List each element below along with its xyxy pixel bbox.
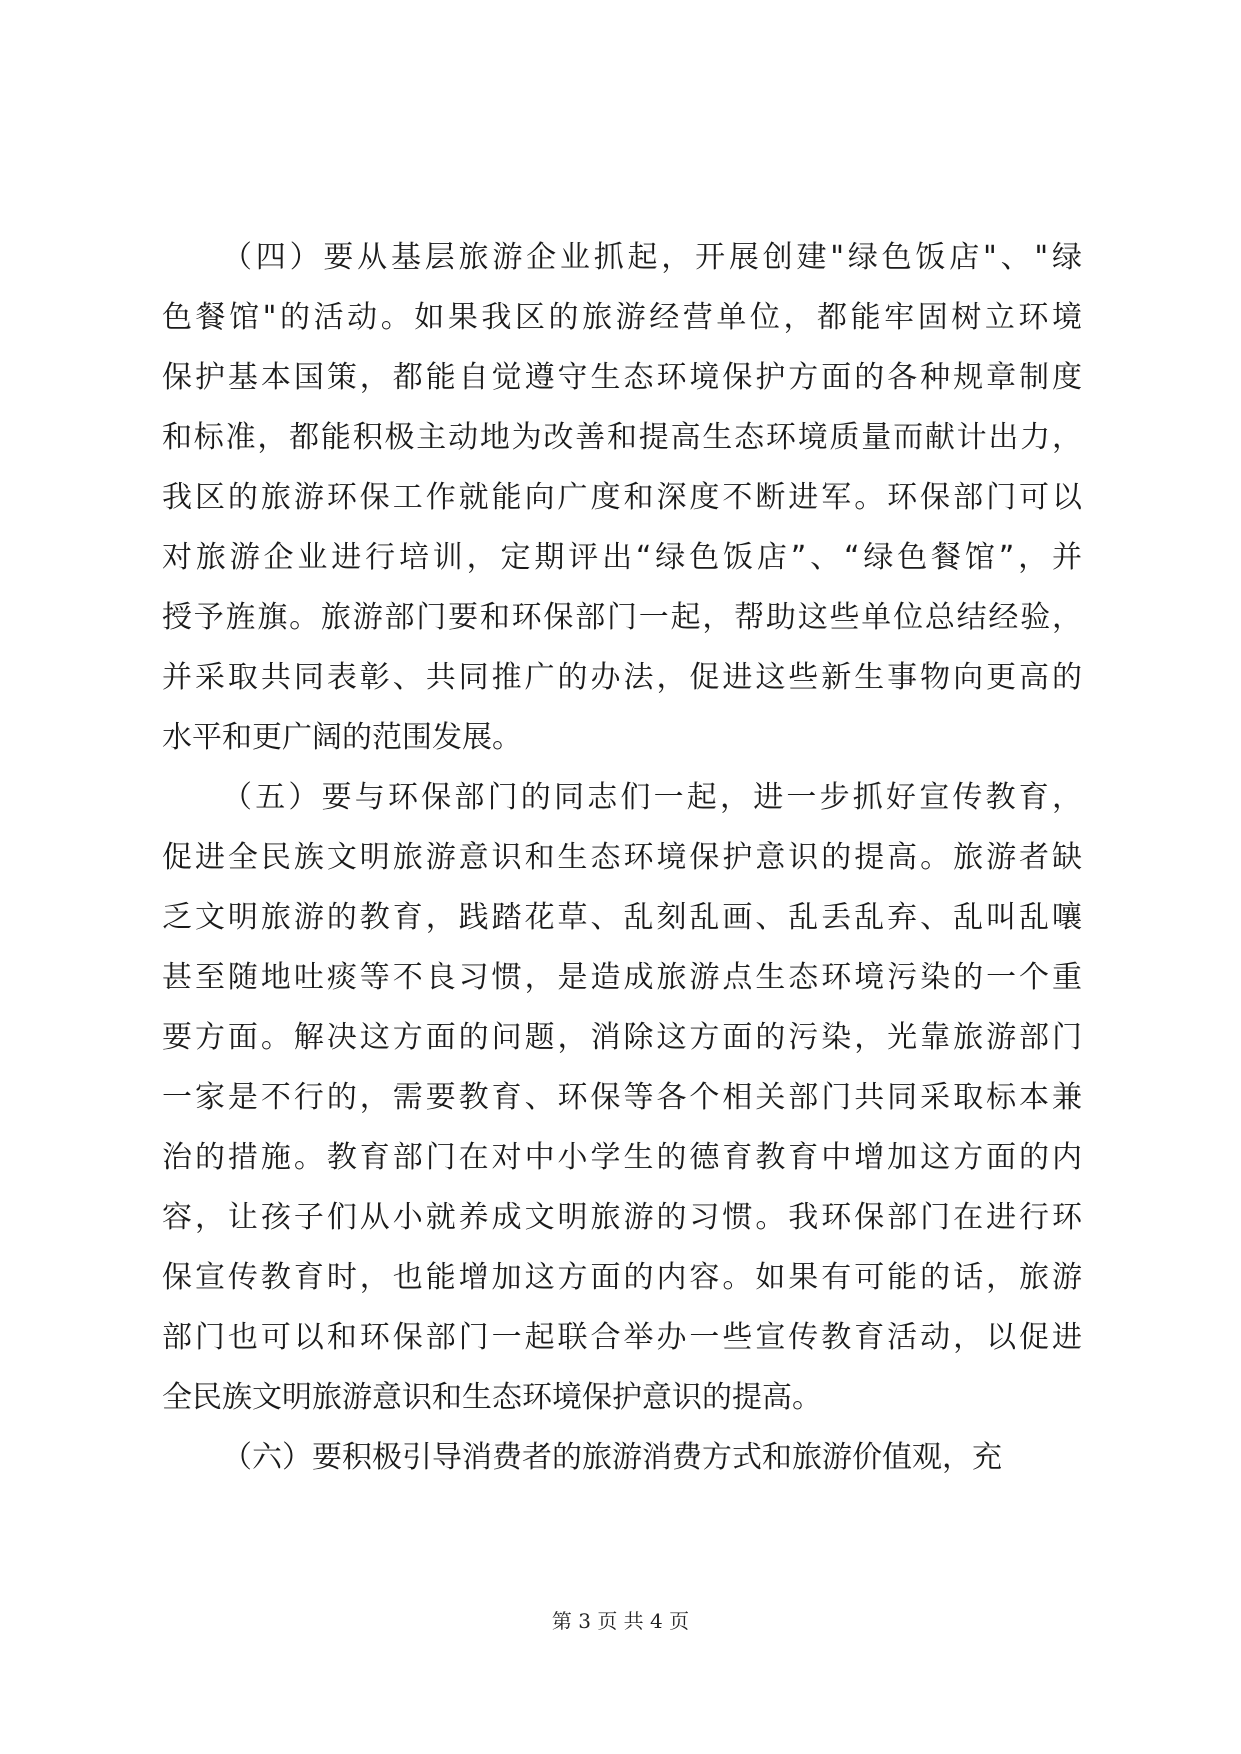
- paragraph-line: 治的措施。教育部门在对中小学生的德育教育中增加这方面的内: [162, 1140, 1082, 1175]
- paragraph-line: 一家是不行的，需要教育、环保等各个相关部门共同采取标本兼: [162, 1080, 1082, 1115]
- paragraph-line: 部门也可以和环保部门一起联合举办一些宣传教育活动，以促进: [162, 1320, 1082, 1355]
- paragraph-line: 保宣传教育时，也能增加这方面的内容。如果有可能的话，旅游: [162, 1260, 1082, 1295]
- paragraph-line: 全民族文明旅游意识和生态环境保护意识的提高。: [162, 1380, 822, 1415]
- paragraph-line: 色餐馆"的活动。如果我区的旅游经营单位，都能牢固树立环境: [162, 300, 1082, 335]
- page-footer: 第 3 页 共 4 页: [551, 1609, 690, 1633]
- paragraph-line: 并采取共同表彰、共同推广的办法，促进这些新生事物向更高的: [162, 660, 1082, 695]
- paragraph-line: （五）要与环保部门的同志们一起，进一步抓好宣传教育，: [222, 780, 1082, 815]
- document-body: [162, 228, 1082, 1488]
- paragraph-line: 和标准，都能积极主动地为改善和提高生态环境质量而献计出力，: [162, 420, 1082, 455]
- paragraph-line: 水平和更广阔的范围发展。: [162, 720, 522, 755]
- paragraph-line: （四）要从基层旅游企业抓起，开展创建"绿色饭店"、"绿: [222, 240, 1082, 275]
- paragraph-line: 促进全民族文明旅游意识和生态环境保护意识的提高。旅游者缺: [162, 840, 1082, 875]
- paragraph-line: 乏文明旅游的教育，践踏花草、乱刻乱画、乱丢乱弃、乱叫乱嚷: [162, 900, 1082, 935]
- paragraph-line: 容，让孩子们从小就养成文明旅游的习惯。我环保部门在进行环: [162, 1200, 1082, 1235]
- paragraph-line: 要方面。解决这方面的问题，消除这方面的污染，光靠旅游部门: [162, 1020, 1082, 1055]
- paragraph-line: （六）要积极引导消费者的旅游消费方式和旅游价值观，充: [222, 1440, 1002, 1475]
- paragraph-p4: [162, 228, 1082, 768]
- paragraph-line: 授予旌旗。旅游部门要和环保部门一起，帮助这些单位总结经验，: [162, 600, 1082, 635]
- paragraph-line: 甚至随地吐痰等不良习惯，是造成旅游点生态环境污染的一个重: [162, 960, 1082, 995]
- paragraph-p5: [162, 768, 1082, 1428]
- paragraph-p6: [162, 1428, 1082, 1488]
- paragraph-line: 保护基本国策，都能自觉遵守生态环境保护方面的各种规章制度: [162, 360, 1082, 395]
- paragraph-line: 我区的旅游环保工作就能向广度和深度不断进军。环保部门可以: [162, 480, 1082, 515]
- paragraph-line: 对旅游企业进行培训，定期评出“绿色饭店”、“绿色餐馆”，并: [162, 540, 1082, 575]
